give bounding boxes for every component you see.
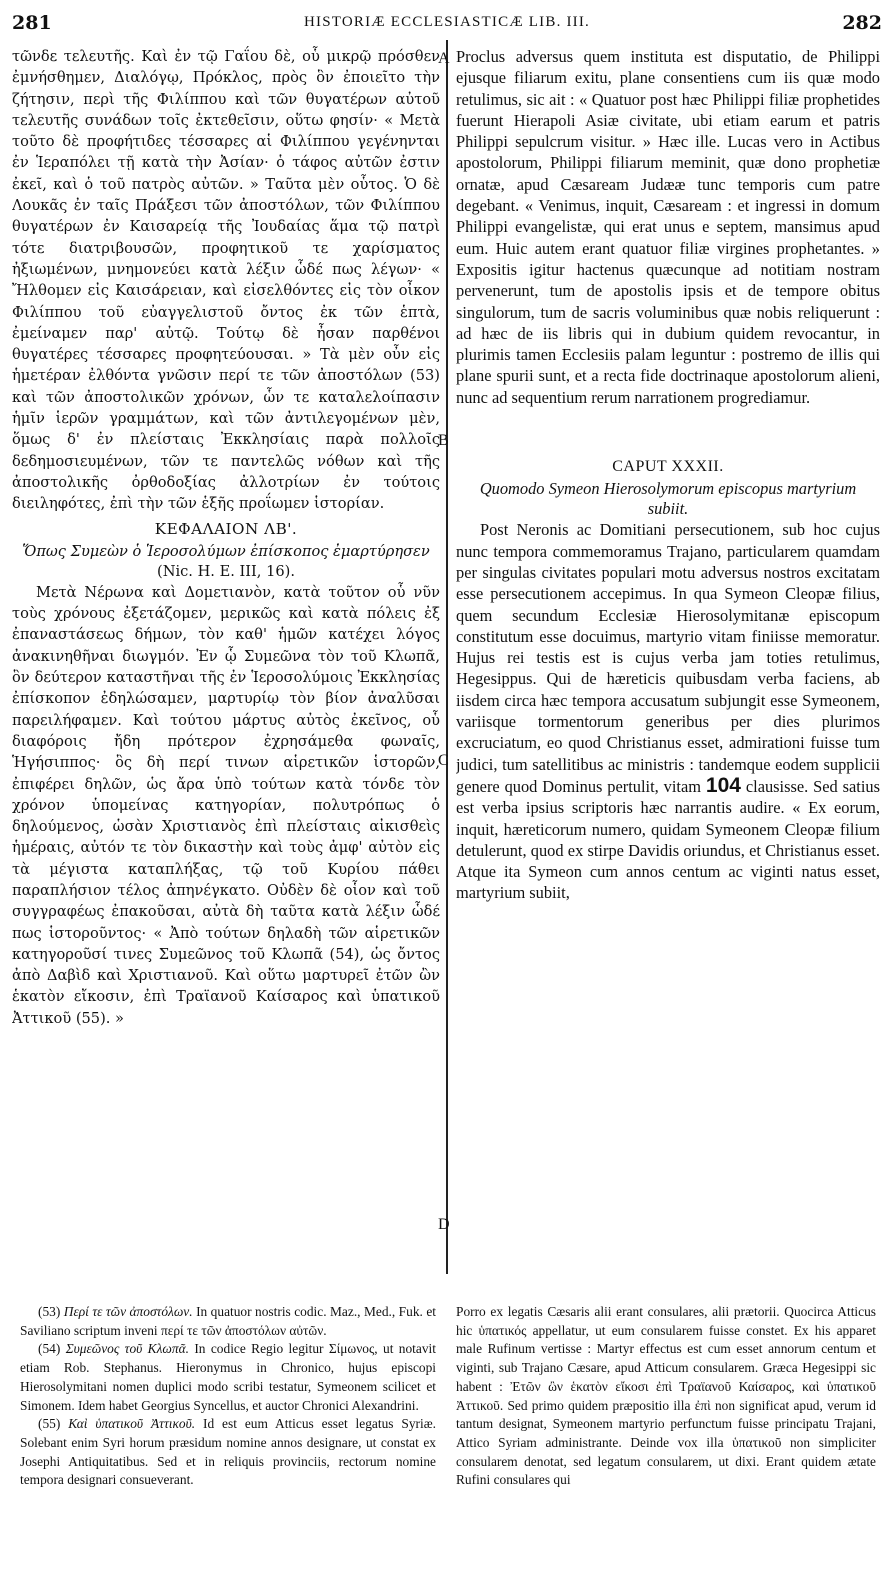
footnotes-right xyxy=(456,1303,876,1578)
latin-paragraph-1: Proclus adversus quem instituta est disputatio, de Philippi ejusque filiarum exitu, plane consentiens cum iis quæ modo retulimus, sic ait : « Quatuor post hæc Philippi filiæ prophetides fuerunt Hierapoli Asiæ civitate, ubi etiam earum et patris Philippi sepulcrum visitur. » Hæc ille. Lucas vero in Actibus apostolorum, Philippi filiarum meminit, quæ dono prophetiæ ornatæ, apud Cæsaream Judææ tunc temporis cum patre degebant. « Venimus, inquit, Cæsaream : et ingressi in domum Philippi evangelistæ, qui erat unus e septem, mansimus apud eum. Huic autem erant quatuor filiæ virgines prophetantes. » Expositis igitur hactenus quæcunque ad notitiam nostram pervenerunt, tum de apostolis ipsis et de tempore obitus singulorum, tum de sacris voluminibus quæ nobis reliquerunt : ad hæc de iis libris qui in dubium quidem revocantur, in plurimis tamen Ecclesiis palam leguntur : postremo de illis qui plane spurii sunt, et a recta fide doctrinaque apostolorum alieni, nunc ad sequentium rerum narrationem progrediamur. xyxy=(456,47,880,407)
footnote-55-lemma: Καὶ ὑπατικοῦ Ἀττικοῦ. xyxy=(68,1416,196,1432)
footnotes-left xyxy=(20,1303,436,1578)
greek-chapter-subtitle xyxy=(18,542,434,582)
latin-column xyxy=(456,46,880,1271)
footnote-53 xyxy=(20,1303,436,1340)
latin-paragraph-2-a: Post Neronis ac Domitiani persecutionem, sub hoc cujus nunc tempora commemoramus Trajano, particularem quamdam per singulas civitates populari motu adversus nostros excitatam esse persecutionem accepimus. In qua Symeon Cleopæ filius, quem secundum Ecclesiæ Hierosolymitanæ episcopum constitutum esse docuimus, martyrio vitam finiisse memoratur. Hujus rei testis est is cujus verba jam toties retulimus, Hegesippus. Qui de hæreticis quibusdam verba faciens, ab iisdem circa hæc tempora accusatum subjungit esse Symeonem, variisque tormentorum generibus per dies plurimos excruciatum, eo quod Christianus esset, admirationi fuisse tum judici, tum satellitibus ac ministris : tandemque eodem supplicii genere quod Dominus pertulit, vitam xyxy=(456,520,880,796)
latin-paragraph-2 xyxy=(456,519,880,903)
footnote-53-label: (53) xyxy=(38,1304,61,1319)
footnote-53-text: In quatuor nostris codic. Maz., Med., Fuk. et Saviliano scriptum inveni περί τε τῶν ἀποστόλων αὐτῶν. xyxy=(20,1304,436,1338)
greek-subtitle-ref: (Nic. H. E. III, 16). xyxy=(157,562,295,580)
margin-letter-d: D xyxy=(438,1216,450,1233)
latin-gap xyxy=(456,408,880,452)
page-number-right: 282 xyxy=(842,12,882,34)
greek-chapter-title: ΚΕΦΑΛΑΙΟΝ ΛΒ'. xyxy=(154,519,298,538)
greek-paragraph-2: Μετὰ Νέρωνα καὶ Δομετιανὸν, κατὰ τοῦτον οὗ νῦν τοὺς χρόνους ἐξετάζομεν, μερικῶς καὶ κατὰ πόλεις ἐξ ἐπαναστάσεως δήμων, τὸν καθ' ἡμῶν κατέχει λόγος ἀνακινηθῆναι διωγμόν. Ἐν ᾧ Συμεῶνα τὸν τοῦ Κλωπᾶ, ὃν δεύτερον καταστῆναι τῆς ἐν Ἱεροσολύμοις Ἐκκλησίας ἐπίσκοπον ἐδηλώσαμεν, μαρτυρίῳ τὸν βίον ἀναλῦσαι παρειλήφαμεν. Καὶ τούτου μάρτυς αὐτὸς ἐκεῖνος, οὗ διαφόροις ἤδη πρότερον ἐχρησάμεθα φωναῖς, Ἡγήσιππος· ὃς δὴ περί τινων αἱρετικῶν ἱστορῶν, ἐπιφέρει δηλῶν, ὡς ἄρα ὑπὸ τούτων κατὰ τόνδε τὸν χρόνον ὑπομείνας κατηγορίαν, πολυτρόπως ὁ δηλούμενος, ὡσὰν Χριστιανὸς ἐπὶ πλείσταις αἰκισθεὶς ἡμέραις, αὐτόν τε τὸν δικαστὴν καὶ τοὺς ἀμφ' αὐτὸν εἰς τὰ μέγιστα καταπλήξας, τῷ τοῦ Κυρίου πάθει παραπλήσιον τέλος ἀπηνέγκατο. Οὐδὲν δὲ οἷον καὶ τοῦ συγγραφέως ἐπακοῦσαι, αὐτὰ δὴ ταῦτα κατὰ λέξιν ὧδέ πως ἱστοροῦντος· « Ἀπὸ τούτων δηλαδὴ τῶν αἱρετικῶν κατηγοροῦσί τινες Συμεῶνος τοῦ Κλωπᾶ (54), ὡς ὄντος ἀπὸ Δαβὶδ καὶ Χριστιανοῦ. Καὶ οὕτω μαρτυρεῖ ἐτῶν ὢν ἑκατὸν εἴκοσιν, ἐπὶ Τραϊανοῦ Καίσαρος καὶ ὑπατικοῦ Ἀττικοῦ (55). » xyxy=(12,583,440,1027)
footnote-54 xyxy=(20,1340,436,1415)
footnote-continuation: Porro ex legatis Cæsaris alii erant consulares, alii prætorii. Quocirca Atticus hic ὑπατικός appellatur, ut eum consularem fuisse constet. Ex his apparet male Rufinum vertisse : Martyr effectus est cum esset annorum centum et viginti, sub Trajano Cæsare, apud Atticum consularem. Græca Hegesippi sic habent : Ἐτῶν ὢν ἑκατὸν εἴκοσι ἐπὶ Τραϊανοῦ Καίσαρος, καὶ ὑπατικοῦ Ἀττικοῦ. Sed primo quidem præpositio illa ἐπὶ non significat apud, verum id tantum designat, Symeonem martyrio perfunctum fuisse principatu Trajani, Attico Syriam administrante. Deinde vox illa ὑπατικοῦ non simpliciter consularem denotat, sed legatum consularem, ut dixi. Erant quidem ætate Rufini consulares qui xyxy=(456,1304,876,1488)
running-title: HISTORIÆ ECCLESIASTICÆ LIB. III. xyxy=(303,14,591,30)
page-number-left: 281 xyxy=(12,12,52,34)
footnote-53-lemma: Περί τε τῶν ἀποστόλων. xyxy=(63,1304,193,1319)
greek-subtitle-text: Ὅπως Συμεὼν ὁ Ἱεροσολύμων ἐπίσκοπος ἐμαρτύρησεν xyxy=(22,542,430,560)
latin-chapter-title: CAPUT XXXII. xyxy=(612,458,724,476)
column-divider xyxy=(446,40,448,1274)
footnote-55 xyxy=(20,1415,436,1490)
greek-column xyxy=(12,46,440,1271)
margin-letter-a: A xyxy=(438,50,450,67)
margin-letter-b: B xyxy=(438,432,449,449)
latin-paragraph-2-b: clausisse. Sed satius est verba ipsius scriptoris hæc narrantis audire. « Ex eorum, inquit, hæreticorum numero, quidam Symeonem Cleopæ filium detulerunt, quod ex stirpe Davidis oriundus, et Christianus esset. Atque ita Symeon cum annos centum ac viginti natus esset, martyrium subiit, xyxy=(456,776,880,903)
page-header xyxy=(0,12,894,38)
page-marker: 104 xyxy=(705,773,741,797)
footnote-54-text: In codice Regio legitur Σίμωνος, ut notavit etiam Rob. Stephanus. Hieronymus in Chronico, hujus episcopi Hierosolymitani nomen duplici modo scribi testatur, Symeonem scilicet et Simonem. Idem habet Georgius Syncellus, et auctor Chronici Alexandrini. xyxy=(20,1341,436,1413)
footnote-55-text: Id est eum Atticus esset legatus Syriæ. Solebant enim Syri horum præsidum nomine annos designare, ut constat ex Josephi Antiquitatibus. Sed et in reliquis provinciis, rectorum nomine tempora designari consueverant. xyxy=(20,1416,436,1488)
margin-letter-c: C xyxy=(438,752,449,769)
footnote-55-label: (55) xyxy=(38,1416,61,1432)
footnote-54-label: (54) xyxy=(38,1341,61,1357)
footnote-54-lemma: Συμεῶνος τοῦ Κλωπᾶ. xyxy=(65,1341,189,1357)
greek-paragraph-1: τῶνδε τελευτῆς. Καὶ ἐν τῷ Γαΐου δὲ, οὗ μικρῷ πρόσθεν ἐμνήσθημεν, Διαλόγῳ, Πρόκλος, πρὸς ὃν ἐποιεῖτο τὴν ζήτησιν, περὶ τῆς Φιλίππου καὶ τῶν θυγατέρων αὐτοῦ τελευτῆς συνάδων τοῖς ἐκτεθεῖσιν, οὕτω φησίν· « Μετὰ τοῦτο δὲ προφήτιδες τέσσαρες αἱ Φιλίππου γεγένηνται ἐν Ἱεραπόλει τῇ κατὰ τὴν Ἀσίαν· ὁ τάφος αὐτῶν ἐστιν ἐκεῖ, καὶ ὁ τοῦ πατρὸς αὐτῶν. » Ταῦτα μὲν οὗτος. Ὁ δὲ Λουκᾶς ἐν ταῖς Πράξεσι τῶν ἀποστόλων, τῶν Φιλίππου θυγατέρων ἐν Καισαρείᾳ τῆς Ἰουδαίας ἅμα τῷ πατρὶ τότε διατριβουσῶν, προφητικοῦ τε χαρίσματος ἠξιωμένων, μνημονεύει κατὰ λέξιν ὧδέ πως λέγων· « Ἤλθομεν εἰς Καισάρειαν, καὶ εἰσελθόντες εἰς τὸν οἶκον Φιλίππου τοῦ εὐαγγελιστοῦ ὄντος ἐκ τῶν ἑπτὰ, ἐμείναμεν παρ' αὐτῷ. Τούτῳ δὲ ἦσαν παρθένοι θυγατέρες τέσσαρες προφητεύουσαι. » Τὰ μὲν οὖν εἰς ἡμετέραν ἐλθόντα γνῶσιν περί τε τῶν ἀποστόλων (53) καὶ τῶν ἀποστολικῶν χρόνων, ὧν τε καταλελοίπασιν ἡμῖν ἱερῶν γραμμάτων, καὶ τῶν ἀντιλεγομένων μὲν, ὅμως δ' ἐν πλείσταις Ἐκκλησίαις παρὰ πολλοῖς δεδημοσιευμένων, τῶν τε παντελῶς νόθων καὶ τῆς ἀποστολικῆς ὀρθοδοξίας ἀλλοτρίων ἐν τούτοις διειληφότες, ἐπὶ τὴν τῶν ἑξῆς προΐωμεν ἱστορίαν. xyxy=(12,48,440,513)
latin-chapter-subtitle: Quomodo Symeon Hierosolymorum episcopus martyrium subiit. xyxy=(479,479,857,519)
